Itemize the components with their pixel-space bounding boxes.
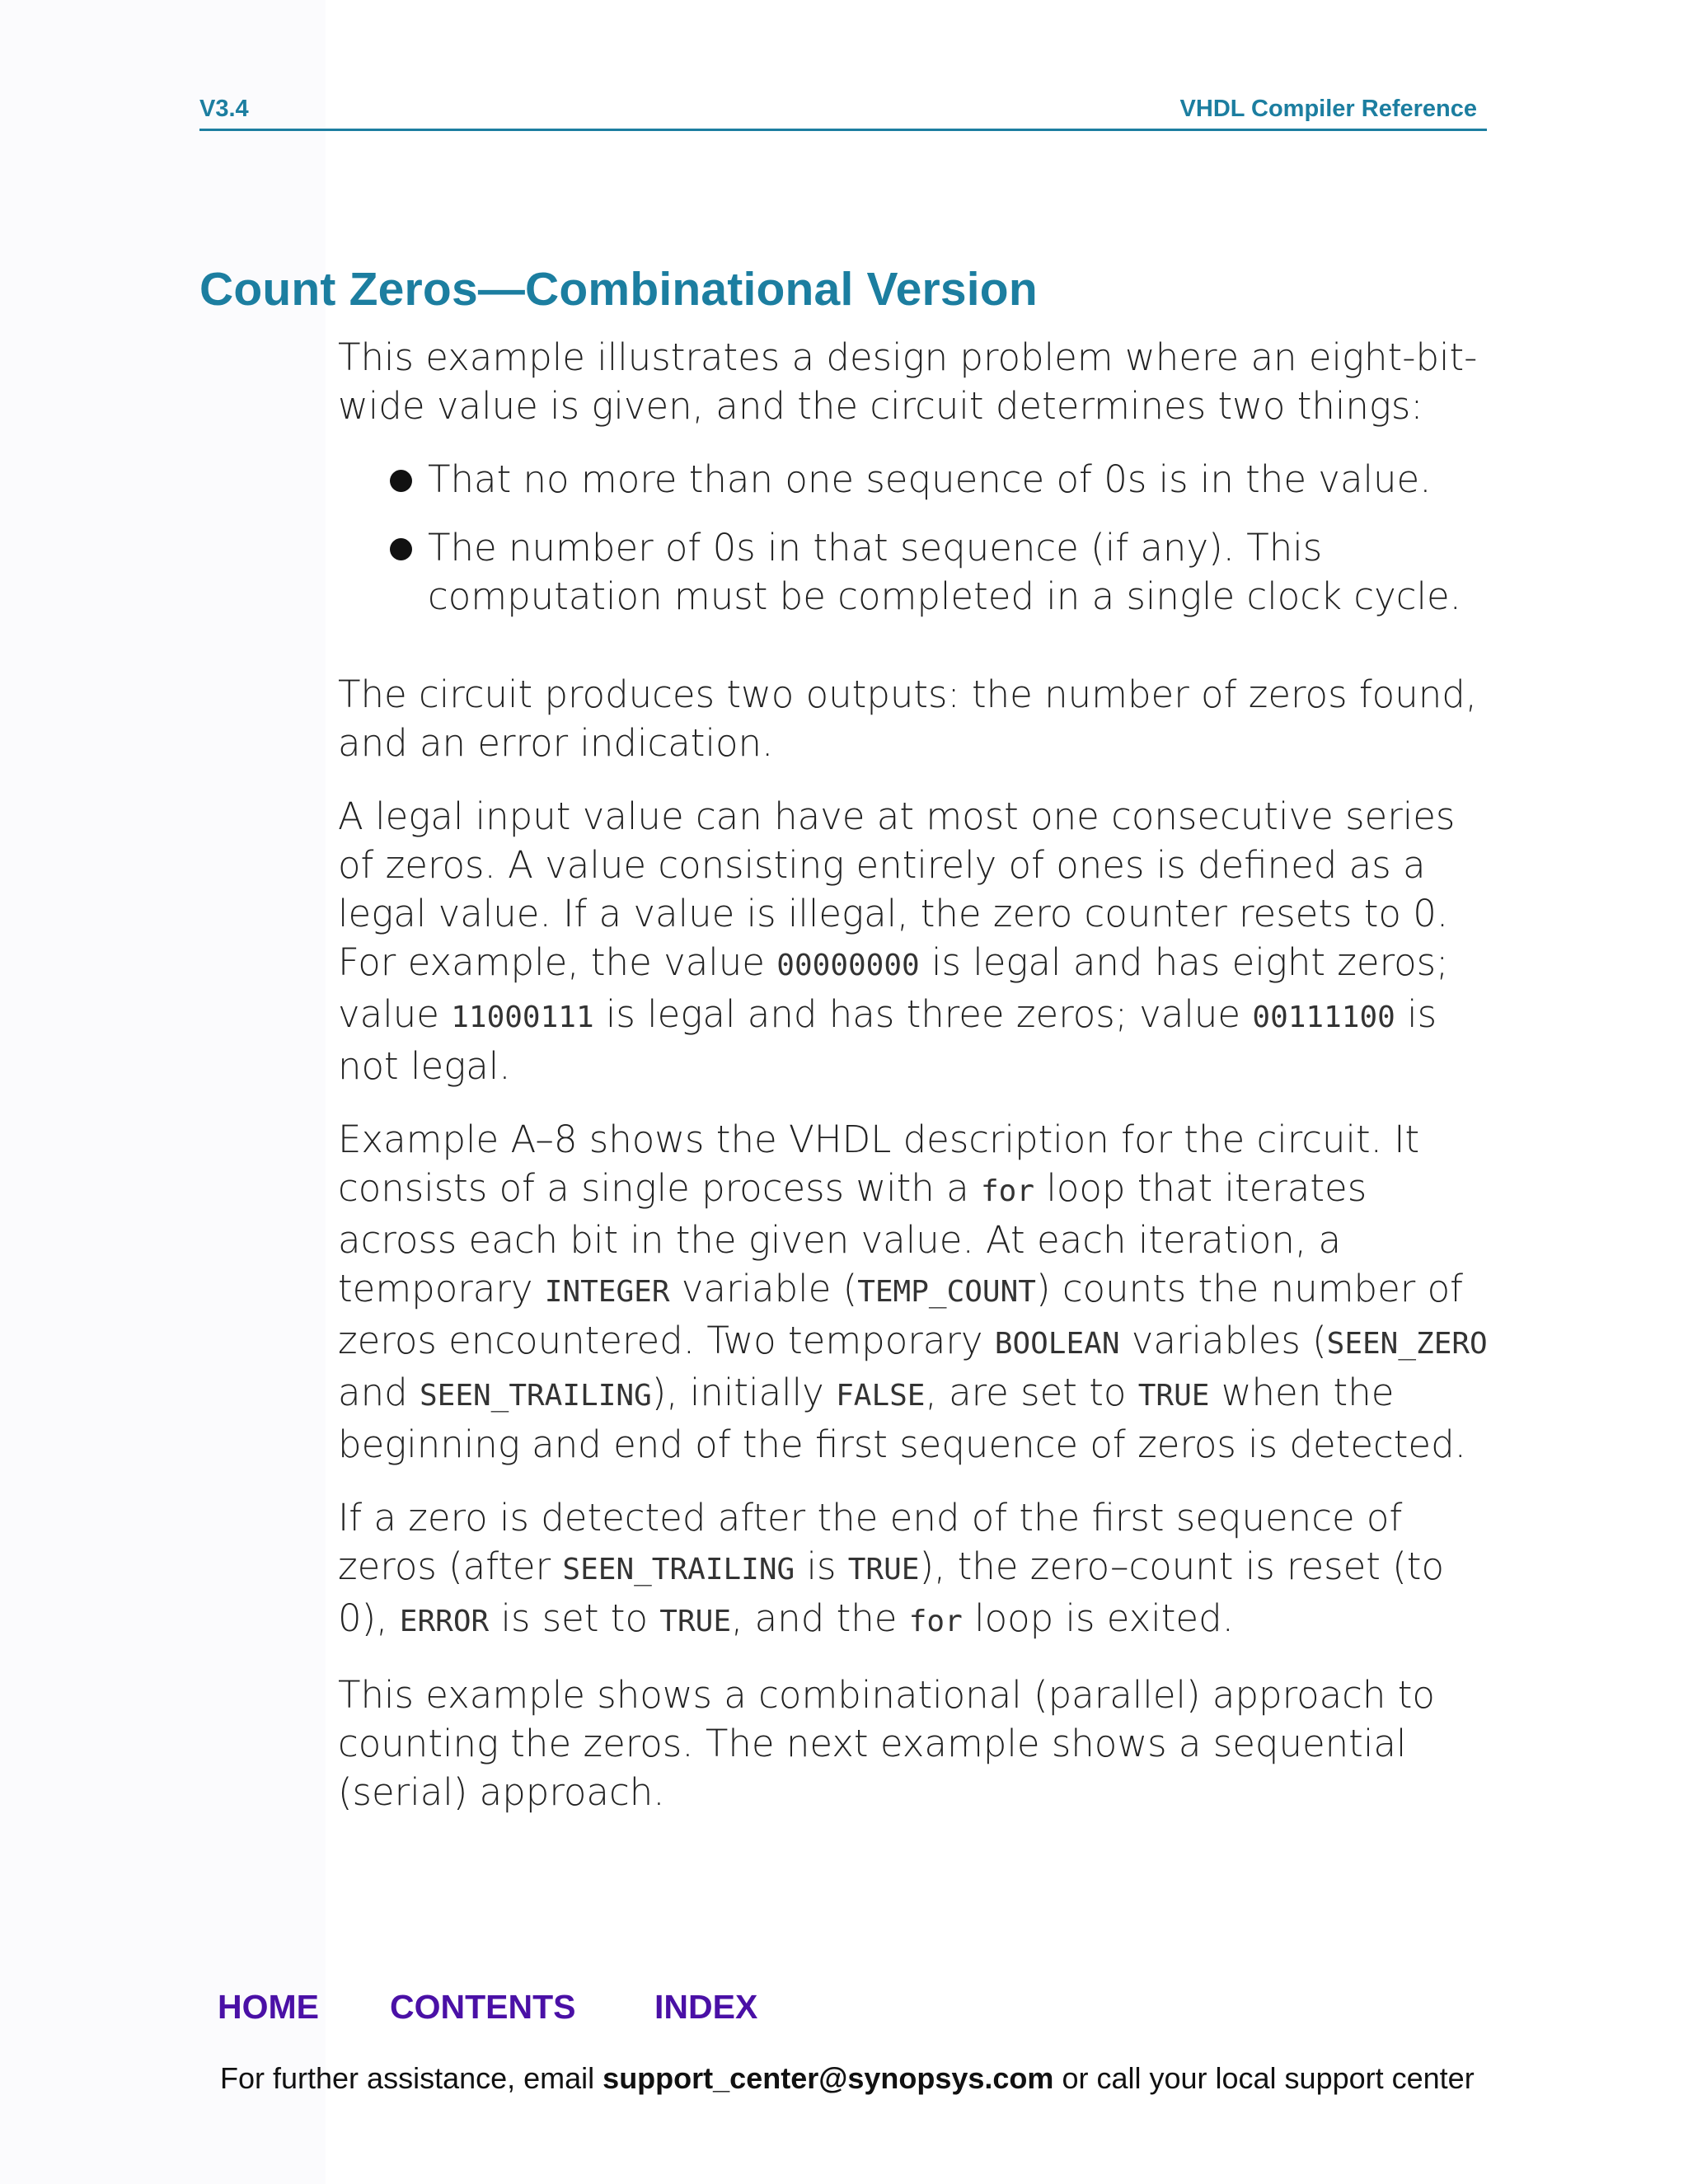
text-run: Example A–8 shows the VHDL description for the circuit. It consists of a single process with a [338,1118,1420,1210]
version-label: V3.4 [199,96,249,122]
text-run: If a zero is detected after the end of the first sequence of zeros (after [338,1496,1403,1588]
document-title: VHDL Compiler Reference [1179,96,1477,122]
code-keyword: INTEGER [544,1275,670,1309]
text-run: ), the zero–count is reset (to 0), [338,1544,1444,1640]
text-run: , are set to [925,1371,1138,1414]
support-footer [220,2061,1475,2096]
text-run: ) counts the number of zeros encountered. Two temporary [338,1267,1463,1362]
support-email-link[interactable]: support_center@synopsys.com [603,2061,1054,2095]
code-keyword: TRUE [847,1553,920,1586]
footer-prefix: For further assistance, email [220,2061,603,2095]
bullet-icon [390,538,412,560]
body-text [338,333,1492,1816]
code-identifier: ERROR [399,1605,490,1638]
list-item-text: The number of 0s in that sequence (if any). This computation must be completed in a single clock cycle. [428,526,1461,618]
page-header [199,94,1487,131]
footer-suffix: or call your local support center [1053,2061,1475,2095]
code-identifier: SEEN_TRAILING [562,1553,795,1586]
code-keyword: TRUE [1137,1379,1210,1413]
code-value: 00000000 [776,949,920,982]
text-run: is set to [489,1596,660,1640]
margin-band [0,0,326,2184]
requirements-list [338,455,1492,621]
section-heading: Count Zeros—Combinational Version [199,263,1038,316]
code-keyword: BOOLEAN [994,1327,1120,1361]
code-keyword: for [981,1174,1035,1208]
text-run: variable ( [669,1267,858,1310]
text-run: loop is exited. [962,1596,1234,1640]
code-identifier: TEMP_COUNT [857,1275,1036,1309]
code-identifier: SEEN_TRAILING [419,1379,652,1413]
outputs-paragraph: The circuit produces two outputs: the number of zeros found, and an error indication. [338,673,1478,765]
text-run: is legal and has three zeros; value [593,992,1253,1036]
index-link[interactable]: INDEX [654,1988,758,2026]
text-run: is legal and has eight zeros; value [338,940,1449,1036]
code-keyword: for [908,1605,963,1638]
list-item-text: That no more than one sequence of 0s is in the value. [428,457,1432,501]
approach-paragraph: This example shows a combinational (parallel) approach to counting the zeros. The next example shows a sequential (serial) approach. [338,1673,1435,1814]
code-value: 00111100 [1252,1001,1395,1034]
legal-input-paragraph [338,792,1492,1090]
code-value: 11000111 [451,1001,594,1034]
text-run: , and the [731,1596,909,1640]
error-paragraph [338,1493,1492,1646]
description-paragraph [338,1115,1492,1469]
text-run: ), initially [651,1371,837,1414]
text-run: A legal input value can have at most one consecutive series of zeros. A value consisting entirely of ones is defined as a legal value. If a value is illegal, the zero counter resets to 0. For example, the value [338,794,1456,984]
code-keyword: FALSE [836,1379,926,1413]
text-run: when the beginning and end of the first sequence of zeros is detected. [338,1371,1466,1466]
bottom-nav [0,1988,1688,2034]
home-link[interactable]: HOME [218,1988,319,2026]
code-identifier: SEEN_ZERO [1326,1327,1488,1361]
text-run: variables ( [1119,1319,1327,1362]
list-item [338,455,1492,504]
text-run: loop that iterates across each bit in the given value. At each iteration, a temporary [338,1166,1367,1310]
contents-link[interactable]: CONTENTS [390,1988,576,2026]
bullet-icon [390,470,412,492]
code-keyword: TRUE [659,1605,731,1638]
intro-paragraph: This example illustrates a design problem where an eight-bit-wide value is given, and the circuit determines two things: [338,335,1478,428]
text-run: is [795,1544,848,1588]
text-run: is not legal. [338,992,1437,1088]
text-run: and [338,1371,420,1414]
list-item [338,523,1492,621]
